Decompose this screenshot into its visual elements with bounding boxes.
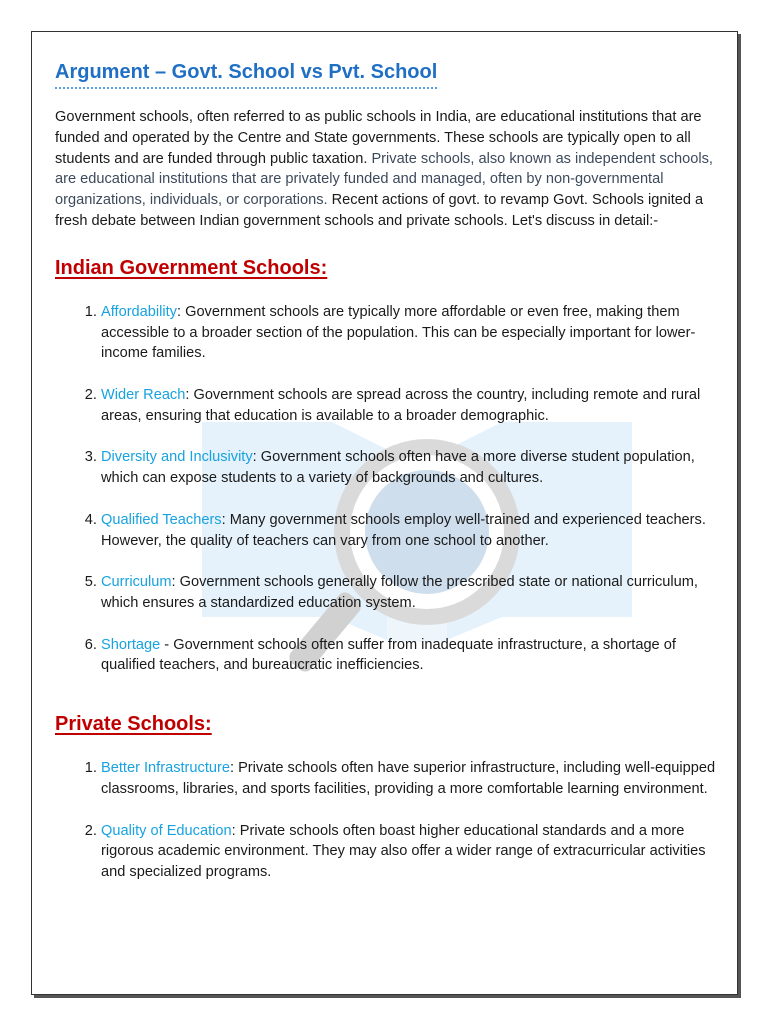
list-item <box>101 572 733 614</box>
point-separator: : <box>185 386 194 403</box>
intro-paragraph <box>55 107 733 232</box>
point-text: Many government schools employ well-trained and experienced teachers. However, the quality of teachers can vary from one school to another. <box>101 511 706 549</box>
point-text: Government schools are typically more affordable or even free, making them accessible to a broader section of the population. This can be especially important for lower-income families. <box>101 303 696 362</box>
point-separator: : <box>231 822 240 839</box>
list-item <box>101 510 733 552</box>
point-text: Government schools are spread across the country, including remote and rural areas, ensuring that education is available to a broader demographic. <box>101 386 701 424</box>
point-term: Affordability <box>101 303 177 320</box>
document-title: Argument – Govt. School vs Pvt. School <box>55 58 437 89</box>
point-term: Curriculum <box>101 574 172 591</box>
point-term: Quality of Education <box>101 822 232 839</box>
list-item <box>101 821 733 883</box>
point-term: Shortage <box>101 636 161 653</box>
point-term: Qualified Teachers <box>101 511 222 528</box>
point-term: Better Infrastructure <box>101 760 230 777</box>
point-separator: : <box>252 449 261 466</box>
point-text: Government schools often suffer from inadequate infrastructure, a shortage of qualified teachers, and bureaucratic inefficiencies. <box>101 636 676 674</box>
list-item <box>101 635 733 677</box>
point-text: Government schools often have a more diverse student population, which can expose students to a variety of backgrounds and cultures. <box>101 449 695 487</box>
list-item <box>101 447 733 489</box>
list-item <box>101 385 733 427</box>
private-section-heading: Private Schools: <box>55 713 212 736</box>
point-separator: : <box>176 303 186 320</box>
document-content <box>55 58 733 883</box>
list-item <box>101 302 733 364</box>
point-separator: : <box>171 574 180 591</box>
point-term: Wider Reach <box>101 386 186 403</box>
intro-debate: Recent actions of govt. to revamp Govt. Schools ignited a fresh debate between Indian government schools and private schools. Let's discuss in detail:- <box>55 192 704 229</box>
government-section-heading: Indian Government Schools: <box>55 256 328 279</box>
list-item <box>101 758 733 800</box>
point-separator: : <box>221 511 230 528</box>
point-text: Private schools often boast higher educational standards and a more rigorous academic environment. They may also offer a wider range of extracurricular activities and specialized programs. <box>101 822 706 881</box>
point-text: Government schools generally follow the prescribed state or national curriculum, which ensures a standardized education system. <box>101 574 698 611</box>
point-text: Private schools often have superior infrastructure, including well-equipped classrooms, libraries, and sports facilities, providing a more comfortable learning environment. <box>101 760 716 797</box>
government-points-list <box>55 302 733 676</box>
private-points-list <box>55 758 733 883</box>
point-separator: : <box>229 760 239 777</box>
intro-private: Private schools, also known as independent schools, are educational institutions that are privately funded and managed, often by non-governmental organizations, individuals, or corporations. <box>55 150 713 209</box>
intro-government: Government schools, often referred to as public schools in India, are educational institutions that are funded and operated by the Centre and State governments. These schools are typically open to all students and are funded through public taxation. <box>55 109 702 167</box>
point-separator: - <box>160 636 174 653</box>
point-term: Diversity and Inclusivity <box>101 449 253 466</box>
